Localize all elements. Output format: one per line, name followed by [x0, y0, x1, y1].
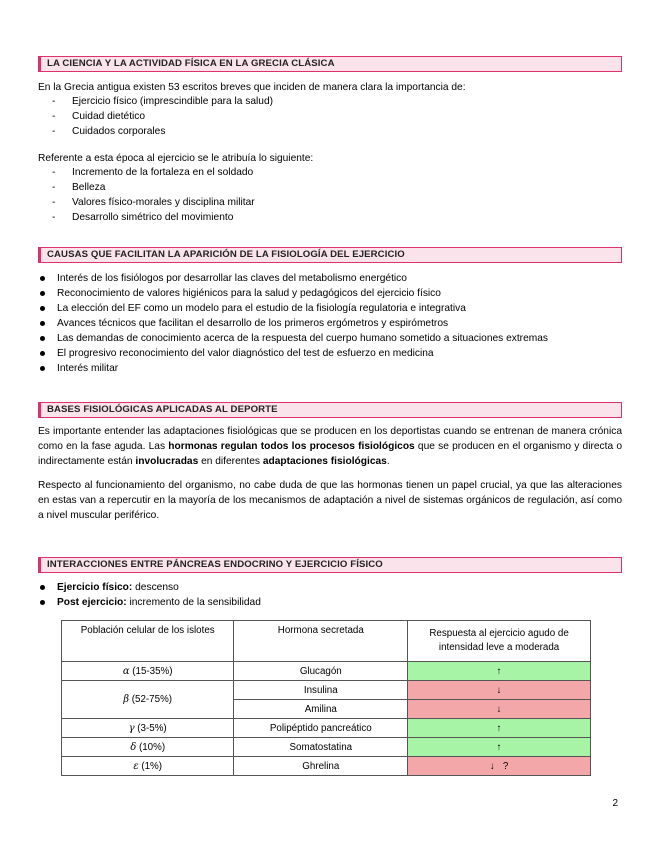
cell-hormone: Ghrelina — [234, 757, 408, 776]
cell-response: ↓ ? — [408, 757, 591, 776]
cell-population: δ (10%) — [62, 738, 234, 757]
list-item: Las demandas de conocimiento acerca de la respuesta del cuerpo humano sometido a situaciones extremas — [38, 331, 628, 346]
section-title: CAUSAS QUE FACILITAN LA APARICIÓN DE LA FISIOLOGÍA DEL EJERCICIO — [47, 249, 405, 260]
list-item: - Cuidados corporales — [38, 124, 628, 139]
list-item: - Ejercicio físico (imprescindible para la salud) — [38, 94, 628, 109]
bases-paragraph-1: Es importante entender las adaptaciones fisiológicas que se producen en los deportistas cuando se entrenan de manera crónica como en la fase aguda. Las hormonas regulan todos los procesos fisiológicos que se producen en el organismo y directa o indirectamente están involucradas en diferentes adaptaciones fisiológicas. — [38, 426, 623, 467]
section-header-interacciones — [38, 557, 622, 573]
table-row — [62, 757, 591, 776]
column-header: Población celular de los islotes — [62, 621, 234, 662]
column-header: Respuesta al ejercicio agudo de intensidad leve a moderada — [408, 621, 591, 662]
cell-response: ↑ — [408, 738, 591, 757]
section-title: BASES FISIOLÓGICAS APLICADAS AL DEPORTE — [47, 404, 278, 415]
section-header-bases — [38, 402, 622, 418]
list-item: El progresivo reconocimiento del valor diagnóstico del test de esfuerzo en medicina — [38, 346, 628, 361]
list-item: Avances técnicos que facilitan el desarrollo de los primeros ergómetros y espirómetros — [38, 316, 628, 331]
cell-hormone: Glucagón — [234, 662, 408, 681]
list-item: Reconocimiento de valores higiénicos para la salud y pedagógicos del ejercicio físico — [38, 286, 628, 301]
list-item: Interés militar — [38, 361, 628, 376]
cell-response: ↑ — [408, 719, 591, 738]
section-header-causas — [38, 247, 622, 263]
cell-population: α (15-35%) — [62, 662, 234, 681]
list-item: - Valores físico-morales y disciplina militar — [38, 195, 628, 210]
table-row — [62, 719, 591, 738]
cell-hormone: Amilina — [234, 700, 408, 719]
list-item: - Desarrollo simétrico del movimiento — [38, 210, 628, 225]
section-header-grecia — [38, 56, 622, 72]
table-row — [62, 738, 591, 757]
dash-list-attributes — [38, 165, 628, 225]
list-item: - Cuidad dietético — [38, 109, 628, 124]
cell-population: β (52-75%) — [62, 681, 234, 719]
page-number: 2 — [612, 798, 618, 809]
cell-response: ↑ — [408, 662, 591, 681]
cell-response: ↓ — [408, 681, 591, 700]
list-item: Interés de los fisiólogos por desarrollar las claves del metabolismo energético — [38, 271, 628, 286]
list-item: - Belleza — [38, 180, 628, 195]
table-row — [62, 662, 591, 681]
list-item: Post ejercicio: incremento de la sensibilidad — [38, 595, 628, 610]
bullet-list-interacciones — [38, 580, 628, 610]
cell-population: γ (3-5%) — [62, 719, 234, 738]
table-row — [62, 681, 591, 700]
intro-paragraph: En la Grecia antigua existen 53 escritos breves que inciden de manera clara la importancia de: — [38, 82, 466, 93]
intro2-paragraph: Referente a esta época al ejercicio se le atribuía lo siguiente: — [38, 153, 314, 164]
cell-population: ε (1%) — [62, 757, 234, 776]
list-item: Ejercicio físico: descenso — [38, 580, 628, 595]
table-header-row — [62, 621, 591, 662]
column-header: Hormona secretada — [234, 621, 408, 662]
section-title: INTERACCIONES ENTRE PÁNCREAS ENDOCRINO Y EJERCICIO FÍSICO — [47, 559, 383, 570]
pancreas-table — [61, 620, 591, 776]
cell-response: ↓ — [408, 700, 591, 719]
bases-paragraph-2: Respecto al funcionamiento del organismo, no cabe duda de que las hormonas tienen un papel crucial, ya que las alteraciones en estas van a repercutir en la mayoría de los mecanismos de adaptación a nivel de sistemas orgánicos de regulación, así como a nivel muscular periférico. — [38, 480, 622, 521]
dash-list-importance — [38, 94, 628, 139]
bullet-list-causas — [38, 271, 628, 376]
list-item: La elección del EF como un modelo para el estudio de la fisiología regulatoria e integrativa — [38, 301, 628, 316]
cell-hormone: Polipéptido pancreático — [234, 719, 408, 738]
list-item: - Incremento de la fortaleza en el soldado — [38, 165, 628, 180]
section-title: LA CIENCIA Y LA ACTIVIDAD FÍSICA EN LA GRECIA CLÁSICA — [47, 58, 335, 69]
cell-hormone: Somatostatina — [234, 738, 408, 757]
cell-hormone: Insulina — [234, 681, 408, 700]
